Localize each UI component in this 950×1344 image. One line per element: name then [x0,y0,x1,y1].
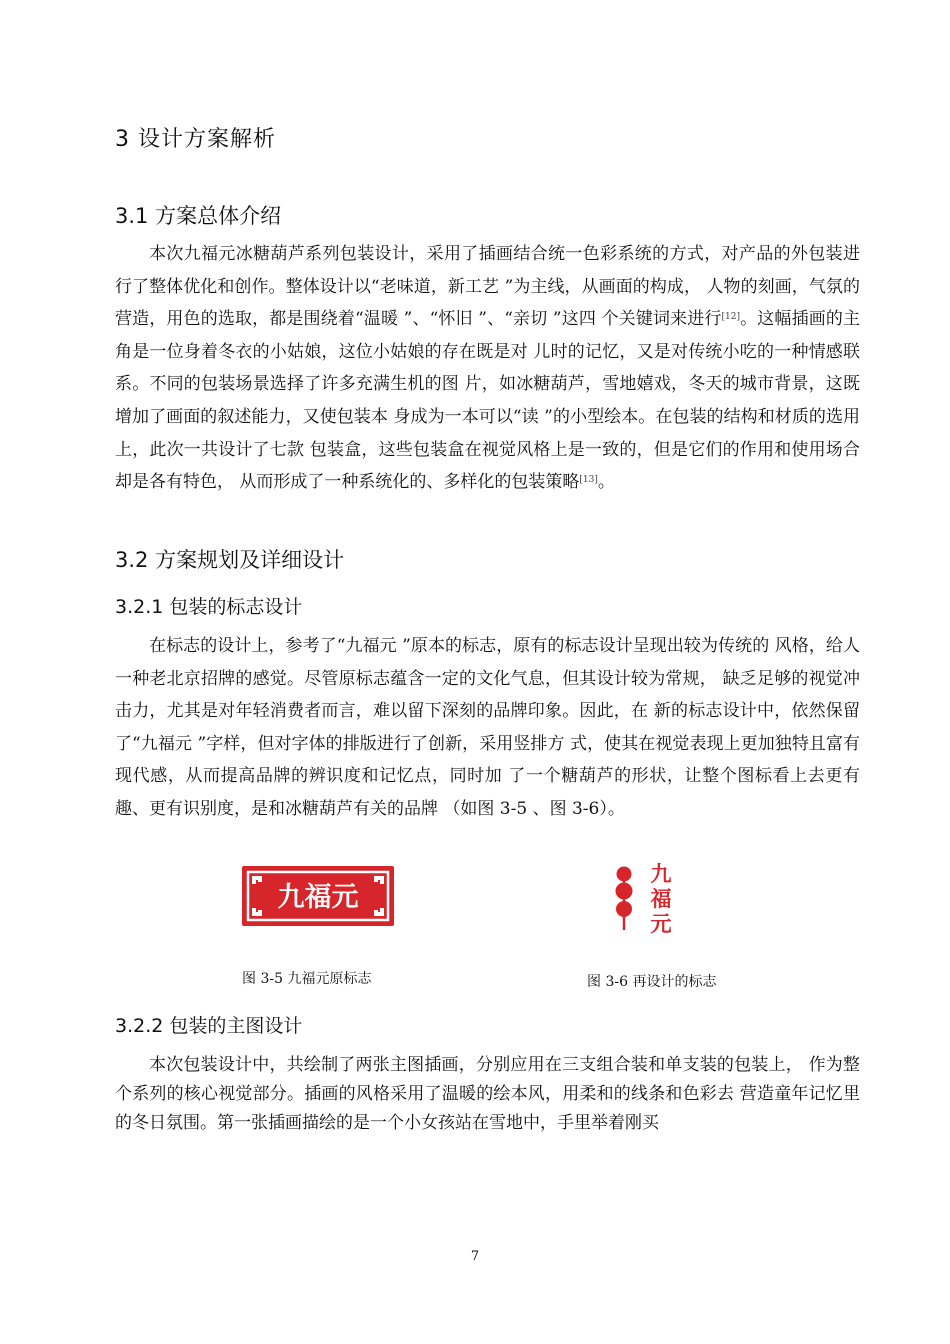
candied-haw-ball [616,883,633,900]
section-3-1-paragraph [115,238,860,499]
citation-ref-13[interactable]: [13] [579,475,598,486]
chapter-heading: 3 设计方案解析 [115,127,276,152]
redesigned-logo-image [609,862,689,938]
citation-ref-12[interactable]: [12] [721,312,741,323]
original-logo-image [242,866,394,926]
paragraph-text: 。这幅插画的主角是一位身着冬衣的小姑娘，这位小姑娘的存在既是对 儿时的记忆，又是对传统小吃的一种情感联系。不同的包装场景选择了许多充满生机的图 片，如冰糖葫芦，雪地嬉戏，冬天的城市背景，这既增加了画面的叙述能力，又使包装本 身成为一本可以“读 ”的小型绘本。在包装的结构和材质的选用上，此次一共设计了七款 包装盒，这些包装盒在视觉风格上是一致的，但是它们的作用和使用场合却是各有特色， 从而形成了一种系统化的、多样化的包装策略 [115,309,860,493]
figure-caption-3-5: 图 3-5 九福元原标志 [242,971,372,987]
section-3-2-2-paragraph: 本次包装设计中，共绘制了两张主图插画，分别应用在三支组合装和单支装的包装上， 作为整个系列的核心视觉部分。插画的风格采用了温暖的绘本风，用柔和的线条和色彩去 营造童年记忆里的冬日氛围。第一张插画描绘的是一个小女孩站在雪地中，手里举着刚买 [115,1055,860,1133]
section-heading-3-1: 3.1 方案总体介绍 [115,204,282,228]
original-logo-text: 九福元 [277,882,359,913]
paragraph-text: 本次九福元冰糖葫芦系列包装设计，采用了插画结合统一色彩系统的方式，对产品的外包装进行了整体优化和创作。整体设计以“老味道，新工艺 ”为主线，从画面的构成， 人物的刻画，气氛的营造，用色的选取，都是围绕着“温暖 ”、“怀旧 ”、“亲切 ”这四 个关键词来进行 [115,244,860,330]
figure-original-logo [242,866,394,926]
figure-redesigned-logo [609,862,689,938]
section-3-2-1-paragraph: 在标志的设计上，参考了“九福元 ”原本的标志，原有的标志设计呈现出较为传统的 风格，给人一种老北京招牌的感觉。尽管原标志蕴含一定的文化气息，但其设计较为常规， 缺乏足够的视觉冲击力，尤其是对年轻消费者而言，难以留下深刻的品牌印象。因此，在 新的标志设计中，依然保留了“九福元 ”字样，但对字体的排版进行了创新，采用竖排方 式，使其在视觉表现上更加独特且富有现代感，从而提高品牌的辨识度和记忆点，同时加 了一个糖葫芦的形状，让整个图标看上去更有趣、更有识别度，是和冰糖葫芦有关的品牌 （如图 3-5 、图 3-6）。 [115,636,860,819]
logo-char-2: 福 [650,887,672,911]
page-number: 7 [470,1249,480,1264]
subsection-heading-3-2-2: 3.2.2 包装的主图设计 [115,1015,303,1037]
figure-caption-3-6: 图 3-6 再设计的标志 [587,974,717,990]
section-heading-3-2: 3.2 方案规划及详细设计 [115,548,345,572]
logo-char-3: 元 [650,912,672,936]
logo-char-1: 九 [650,862,672,886]
subsection-heading-3-2-1: 3.2.1 包装的标志设计 [115,596,303,618]
candied-haw-ball [617,867,632,882]
paragraph-text: 。 [597,472,615,493]
candied-haw-ball [616,901,632,917]
